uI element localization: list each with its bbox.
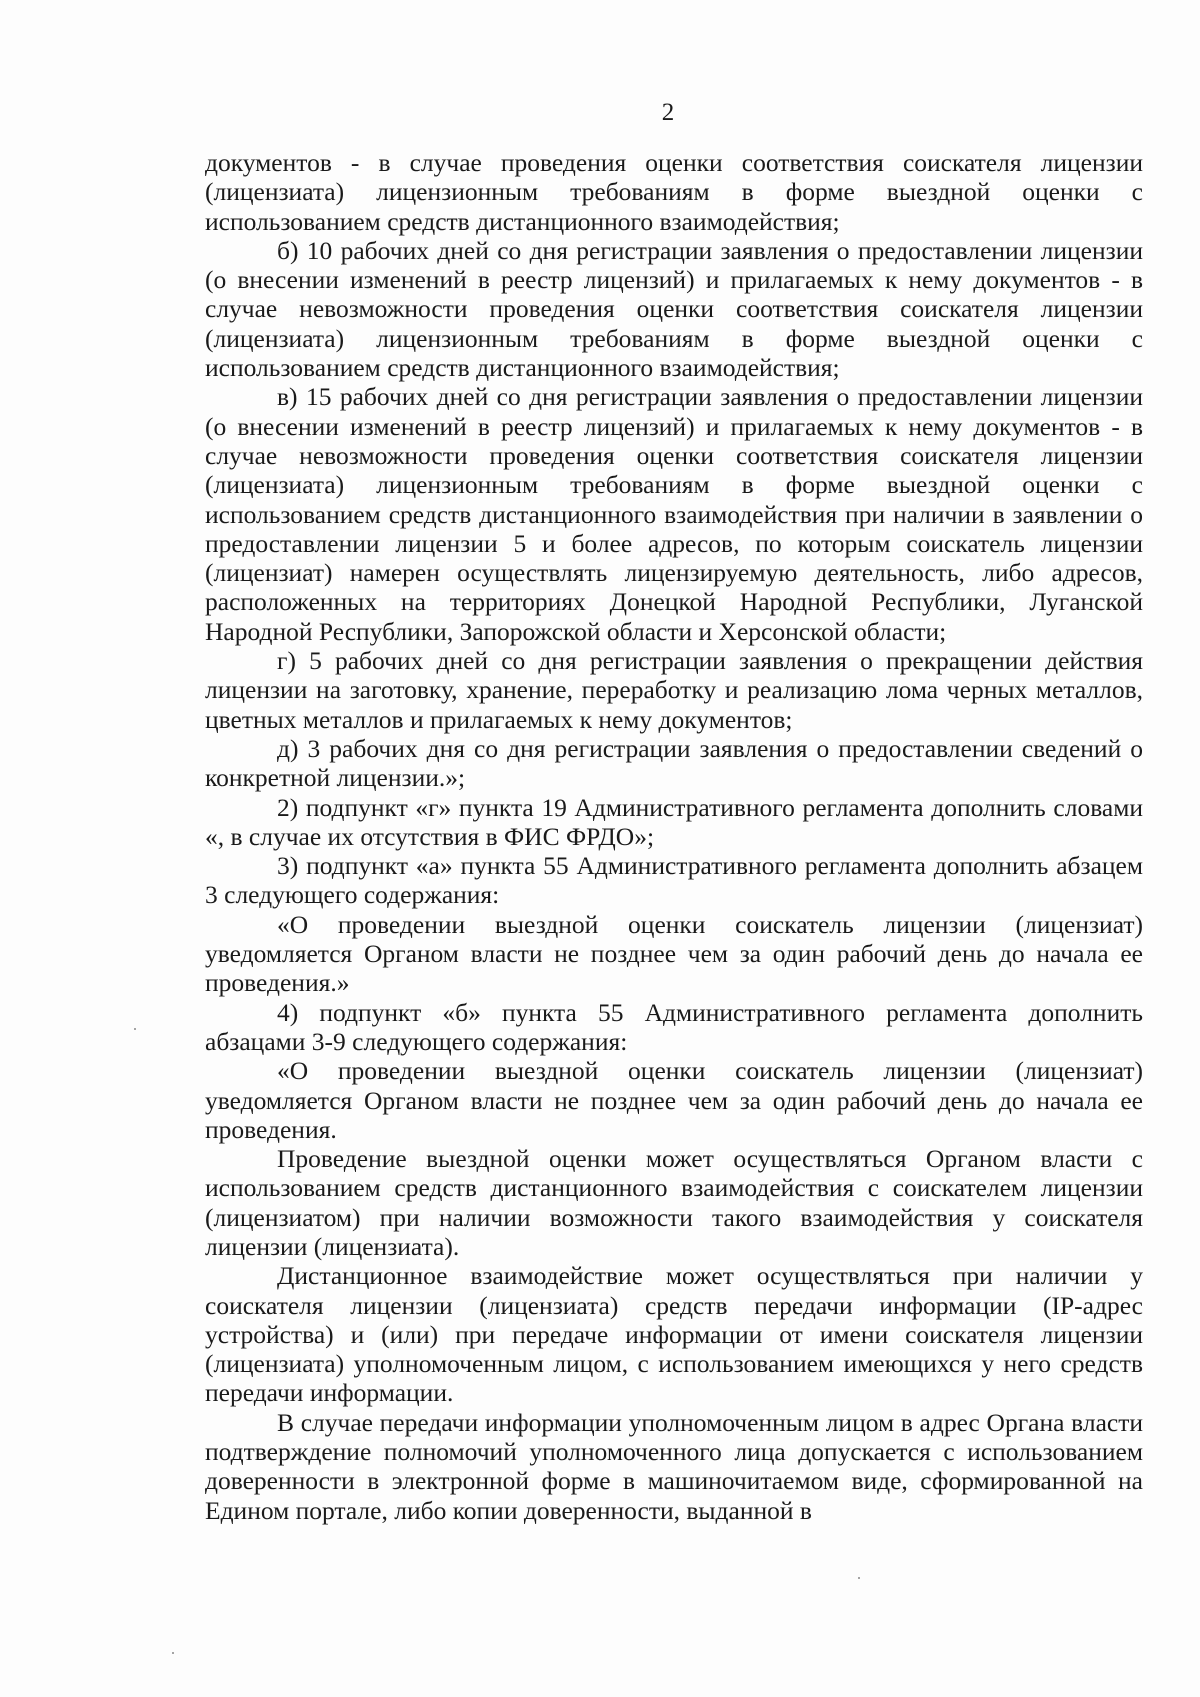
paragraph: «О проведении выездной оценки соискатель лицензии (лицензиат) уведомляется Органом власти не позднее чем за один рабочий день до начала ее проведения.» <box>205 909 1143 998</box>
page-number: 2 <box>661 99 675 126</box>
scan-speck <box>858 1577 860 1579</box>
paragraph: 4) подпункт «б» пункта 55 Административного регламента дополнить абзацами 3-9 следующего содержания: <box>205 997 1143 1056</box>
paragraph: в) 15 рабочих дней со дня регистрации заявления о предоставлении лицензии (о внесении изменений в реестр лицензий) и прилагаемых к нему документов - в случае невозможности проведения оценки соответствия соискателя лицензии (лицензиата) лицензионным требованиям в форме выездной оценки с использованием средств дистанционного взаимодействия при наличии в заявлении о предоставлении лицензии 5 и более адресов, по которым соискатель лицензии (лицензиат) намерен осуществлять лицензируемую деятельность, либо адресов, расположенных на территориях Донецкой Народной Республики, Луганской Народной Республики, Запорожской области и Херсонской области; <box>205 382 1143 646</box>
paragraph: г) 5 рабочих дней со дня регистрации заявления о прекращении действия лицензии на заготовку, хранение, переработку и реализацию лома черных металлов, цветных металлов и прилагаемых к нему документов; <box>205 646 1143 734</box>
paragraph: 3) подпункт «а» пункта 55 Административного регламента дополнить абзацем 3 следующего содержания: <box>205 851 1143 910</box>
paragraph: Проведение выездной оценки может осуществляться Органом власти с использованием средств дистанционного взаимодействия с соискателем лицензии (лицензиатом) при наличии возможности такого взаимодействия у соискателя лицензии (лицензиата). <box>205 1144 1143 1261</box>
scan-speck <box>172 1652 174 1654</box>
scan-speck <box>134 1028 136 1030</box>
paragraph: документов - в случае проведения оценки соответствия соискателя лицензии (лицензиата) лицензионным требованиям в форме выездной оценки с использованием средств дистанционного взаимодействия; <box>205 148 1143 236</box>
paragraph: б) 10 рабочих дней со дня регистрации заявления о предоставлении лицензии (о внесении изменений в реестр лицензий) и прилагаемых к нему документов - в случае невозможности проведения оценки соответствия соискателя лицензии (лицензиата) лицензионным требованиям в форме выездной оценки с использованием средств дистанционного взаимодействия; <box>205 235 1143 383</box>
paragraph: д) 3 рабочих дня со дня регистрации заявления о предоставлении сведений о конкретной лицензии.»; <box>205 733 1143 793</box>
paragraph: Дистанционное взаимодействие может осуществляться при наличии у соискателя лицензии (лицензиата) средств передачи информации (IP-адрес устройства) и (или) при передаче информации от имени соискателя лицензии (лицензиата) уполномоченным лицом, с использованием имеющихся у него средств передачи информации. <box>205 1261 1143 1408</box>
paragraph: «О проведении выездной оценки соискатель лицензии (лицензиат) уведомляется Органом власти не позднее чем за один рабочий день до начала ее проведения. <box>205 1056 1143 1144</box>
paragraph: 2) подпункт «г» пункта 19 Административного регламента дополнить словами «, в случае их отсутствия в ФИС ФРДО»; <box>205 792 1143 851</box>
document-body <box>205 148 1143 1525</box>
paragraph: В случае передачи информации уполномоченным лицом в адрес Органа власти подтверждение полномочий уполномоченного лица допускается с использованием доверенности в электронной форме в машиночитаемом виде, сформированной на Едином портале, либо копии доверенности, выданной в <box>205 1407 1143 1525</box>
